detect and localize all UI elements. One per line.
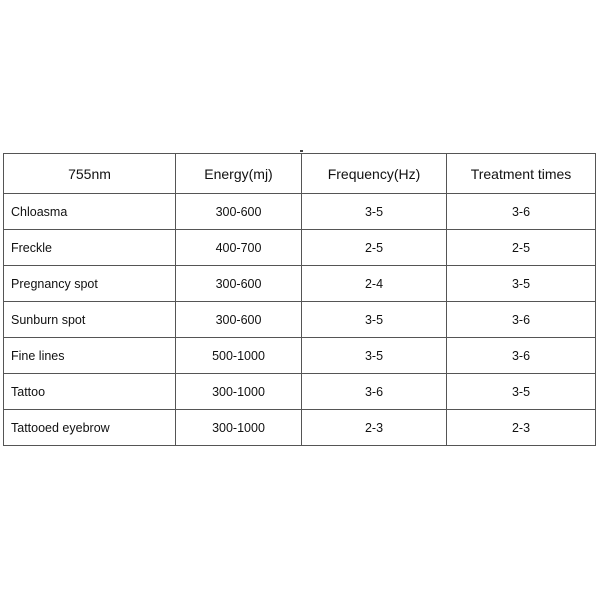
frequency-cell: 3-5 xyxy=(302,338,447,374)
treatment-times-cell: 3-6 xyxy=(447,302,596,338)
frequency-cell: 2-5 xyxy=(302,230,447,266)
energy-cell: 500-1000 xyxy=(176,338,302,374)
table-row xyxy=(4,410,596,446)
condition-cell: Fine lines xyxy=(4,338,176,374)
treatment-times-cell: 2-3 xyxy=(447,410,596,446)
treatment-times-cell: 2-5 xyxy=(447,230,596,266)
condition-cell: Freckle xyxy=(4,230,176,266)
condition-cell: Tattoo xyxy=(4,374,176,410)
energy-cell: 300-600 xyxy=(176,194,302,230)
treatment-parameters-table xyxy=(3,153,596,446)
table-row xyxy=(4,374,596,410)
treatment-times-cell: 3-5 xyxy=(447,374,596,410)
header-energy: Energy(mj) xyxy=(176,154,302,194)
treatment-times-cell: 3-6 xyxy=(447,194,596,230)
table-row xyxy=(4,266,596,302)
header-frequency: Frequency(Hz) xyxy=(302,154,447,194)
energy-cell: 300-600 xyxy=(176,266,302,302)
treatment-table-container xyxy=(3,153,595,446)
table-row xyxy=(4,230,596,266)
condition-cell: Tattooed eyebrow xyxy=(4,410,176,446)
table-header-row xyxy=(4,154,596,194)
frequency-cell: 3-6 xyxy=(302,374,447,410)
condition-cell: Chloasma xyxy=(4,194,176,230)
header-treatment-times: Treatment times xyxy=(447,154,596,194)
header-tick-mark xyxy=(300,150,303,152)
treatment-times-cell: 3-5 xyxy=(447,266,596,302)
condition-cell: Pregnancy spot xyxy=(4,266,176,302)
frequency-cell: 2-3 xyxy=(302,410,447,446)
condition-cell: Sunburn spot xyxy=(4,302,176,338)
table-row xyxy=(4,194,596,230)
table-row xyxy=(4,338,596,374)
treatment-times-cell: 3-6 xyxy=(447,338,596,374)
energy-cell: 300-600 xyxy=(176,302,302,338)
frequency-cell: 2-4 xyxy=(302,266,447,302)
header-wavelength: 755nm xyxy=(4,154,176,194)
energy-cell: 300-1000 xyxy=(176,374,302,410)
frequency-cell: 3-5 xyxy=(302,194,447,230)
energy-cell: 300-1000 xyxy=(176,410,302,446)
energy-cell: 400-700 xyxy=(176,230,302,266)
frequency-cell: 3-5 xyxy=(302,302,447,338)
table-row xyxy=(4,302,596,338)
